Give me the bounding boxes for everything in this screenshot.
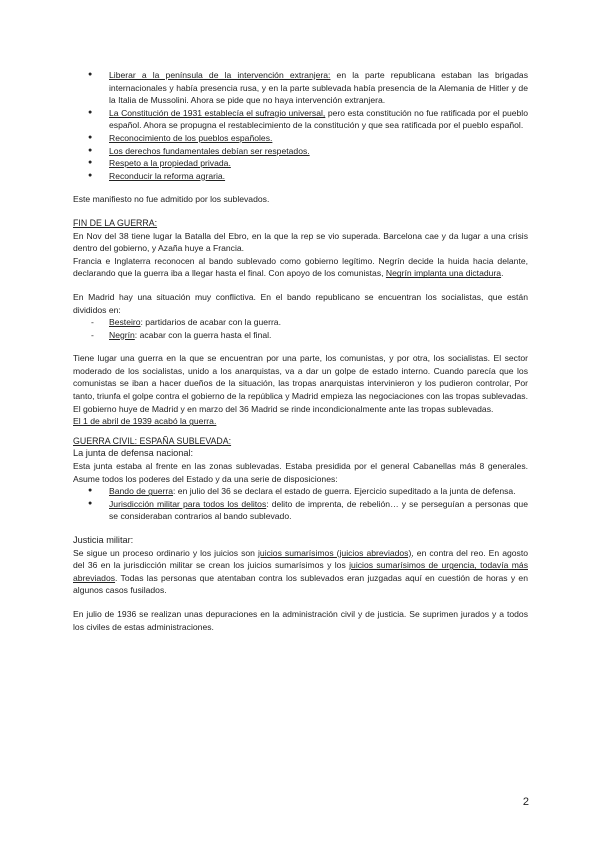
- end-of-war-line: El 1 de abril de 1939 acabó la guerra.: [73, 416, 217, 427]
- paragraph: En julio de 1936 se realizan unas depuraciones en la administración civil y de justicia. Se suprimen jurados y a todos los civiles de estas administraciones.: [73, 608, 528, 632]
- item-title: Reconocimiento de los pueblos españoles.: [109, 132, 273, 143]
- paragraph: Tiene lugar una guerra en la que se encuentran por una parte, los comunistas, y por otra, los socialistas. El sector moderado de los socialistas, unido a los anarquistas, va a dar un golpe de estado interno. Cuando parecía que los comunistas se iban a hacer dueños de la situación, las tropas anarquistas intervinieron y los pudieron controlar, Por tanto, triunfa el golpe contra el gobierno de la república y Madrid empieza las negociaciones con las tropas sublevadas. El gobierno huye de Madrid y en marzo del 36 Madrid se rinde incondicionalmente ante las tropas sublevadas.: [73, 353, 528, 414]
- dispositions-list: [73, 485, 528, 523]
- item-title: Negrín: [109, 329, 135, 340]
- item-title: Jurisdicción militar para todos los delitos: [109, 498, 267, 509]
- paragraph: [73, 547, 528, 597]
- item-title: Respeto a la propiedad privada.: [109, 158, 231, 169]
- item-text: en la parte republicana estaban las brigadas internacionales y había presencia rusa, y en la parte sublevada había presencia de la Alemania de Hitler y de la Italia de Mussolini. Ahora se pide que no haya intervención extranjera.: [109, 70, 528, 106]
- list-item: [73, 132, 528, 145]
- subheading: Justicia militar:: [73, 535, 134, 545]
- item-title: La Constitución de 1931 establecía el sufragio universal,: [109, 107, 326, 118]
- item-text: : delito de imprenta, de rebelión… y se perseguían a personas que se consideraban contrarios al bando sublevado.: [109, 498, 528, 522]
- item-title: Bando de guerra: [109, 486, 174, 497]
- manifesto-note: Este manifiesto no fue admitido por los sublevados.: [73, 194, 270, 205]
- page-number: 2: [522, 796, 529, 808]
- paragraph-underlined: juicios sumarísimos de urgencia, todavía más abreviados: [73, 560, 528, 583]
- list-item: [73, 170, 528, 183]
- item-title: Los derechos fundamentales debían ser respetados.: [109, 145, 310, 156]
- paragraph-underlined: Negrín implanta una dictadura: [385, 268, 502, 279]
- list-item: [73, 107, 528, 132]
- demands-list: [73, 69, 528, 182]
- paragraph-underlined: juicios sumarísimos (juicios abreviados): [258, 547, 412, 558]
- item-title: Liberar a la península de la intervención extranjera:: [109, 70, 331, 80]
- subheading: La junta de defensa nacional:: [73, 448, 194, 459]
- paragraph-text: Francia e Inglaterra reconocen al bando sublevado como gobierno legítimo. Negrín decide la huida hacia delante, declarando que la guerra iba a llegar hasta el final. Con apoyo de los comunistas,: [73, 255, 528, 279]
- list-item: [73, 329, 528, 342]
- section-heading-gc: GUERRA CIVIL: ESPAÑA SUBLEVADA:: [73, 435, 232, 446]
- paragraph-text: Se sigue un proceso ordinario y los juicios son: [73, 547, 258, 558]
- paragraph: En Madrid hay una situación muy conflictiva. En el bando republicano se encuentran los socialistas, que están divididos en:: [73, 291, 528, 315]
- list-item: [73, 145, 528, 158]
- paragraph: En Nov del 38 tiene lugar la Batalla del Ebro, en la que la rep se vio superada. Barcelona cae y da lugar a una crisis dentro del gobierno, y Azaña huye a Francia.: [73, 230, 528, 254]
- socialists-list: [73, 316, 528, 341]
- item-text: pero esta constitución no fue ratificada por el pueblo español. Ahora se propugna el restablecimiento de la constitución y que sea ratificada por el pueblo español.: [109, 107, 528, 131]
- list-item: [73, 498, 528, 523]
- paragraph: [73, 255, 528, 280]
- item-title: Reconducir la reforma agraria.: [109, 170, 226, 181]
- list-item: [73, 157, 528, 170]
- list-item: [73, 485, 528, 498]
- paragraph: Esta junta estaba al frente en las zonas sublevadas. Estaba presidida por el general Cabanellas más 8 generales. Asume todos los poderes del Estado y da una serie de disposiciones:: [73, 461, 528, 484]
- section-heading-fin: FIN DE LA GUERRA:: [73, 217, 158, 228]
- paragraph-end: .: [501, 268, 504, 279]
- list-item: [73, 316, 528, 329]
- list-item: [73, 69, 528, 107]
- item-text: : acabar con la guerra hasta el final.: [134, 329, 272, 340]
- item-text: : partidarios de acabar con la guerra.: [140, 317, 281, 328]
- item-title: Besteiro: [109, 317, 141, 328]
- paragraph-text: . Todas las personas que atentaban contra los sublevados eran juzgadas aquí en cuestión de horas y en algunos casos fusilados.: [73, 572, 528, 596]
- paragraph-text: , en contra del reo. En agosto del 36 en la jurisdicción militar se crean los juicios sumarísimos y los: [73, 547, 529, 571]
- item-text: : en julio del 36 se declara el estado de guerra. Ejercicio supeditado a la junta de defensa.: [173, 486, 516, 497]
